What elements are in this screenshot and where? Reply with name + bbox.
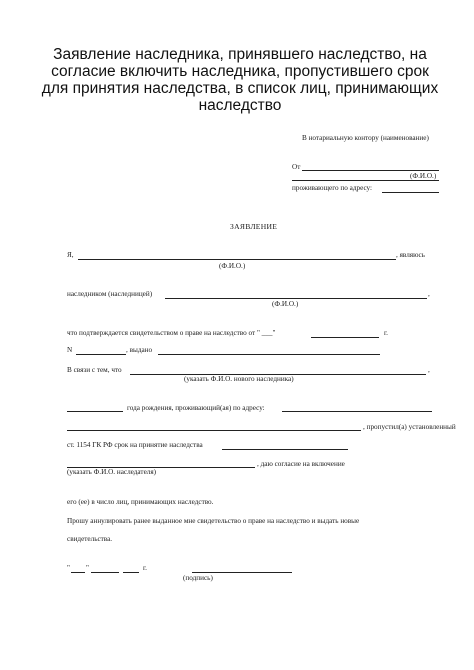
specify-fio-hint: (указать Ф.И.О. наследателя) bbox=[67, 468, 157, 476]
article-line[interactable] bbox=[222, 449, 348, 450]
fio-hint-header: (Ф.И.О.) bbox=[410, 172, 437, 180]
applicant-name-line[interactable] bbox=[78, 259, 396, 260]
consent-label: , даю согласие на включение bbox=[257, 460, 345, 468]
birth-year-line[interactable] bbox=[67, 411, 123, 412]
statement-heading: ЗАЯВЛЕНИЕ bbox=[230, 222, 278, 231]
yavlyus-label: , являюсь bbox=[396, 251, 425, 259]
n-label: N bbox=[67, 346, 73, 354]
request-line-2: свидетельства. bbox=[67, 535, 113, 543]
issued-label: , выдано bbox=[126, 346, 153, 354]
new-heir-hint: (указать Ф.И.О. нового наследника) bbox=[184, 375, 294, 383]
fio-hint-2: (Ф.И.О.) bbox=[272, 300, 299, 308]
document-title: Заявление наследника, принявшего наследство, на согласие включить наследника, пропустившего срок для принятия наследства, в список лиц, принимающих наследство bbox=[41, 46, 439, 114]
comma-1: , bbox=[428, 290, 430, 298]
testator-name-line[interactable] bbox=[165, 298, 427, 299]
certificate-number-line[interactable] bbox=[76, 354, 126, 355]
date-year-line[interactable] bbox=[123, 572, 139, 573]
issued-by-line[interactable] bbox=[158, 354, 380, 355]
date-quote-close: " bbox=[86, 564, 89, 572]
date-month-line[interactable] bbox=[91, 572, 119, 573]
fio-hint-1: (Ф.И.О.) bbox=[219, 262, 246, 270]
date-day-line[interactable] bbox=[71, 572, 85, 573]
from-label: От bbox=[292, 163, 301, 171]
request-line-1: Прошу аннулировать ранее выданное мне свидетельство о праве на наследство и выдать новые bbox=[67, 517, 360, 525]
residing-label: проживающего по адресу: bbox=[292, 184, 373, 192]
signature-line[interactable] bbox=[192, 572, 292, 573]
heir-label: наследником (наследницей) bbox=[67, 290, 153, 298]
residence-line-2[interactable] bbox=[67, 430, 361, 431]
ya-label: Я, bbox=[67, 251, 74, 259]
header-line-2[interactable] bbox=[292, 180, 439, 181]
in-connection-label: В связи с тем, что bbox=[67, 366, 122, 374]
certificate-year-g: г. bbox=[384, 329, 388, 337]
notary-office-label: В нотариальную контору (наименование) bbox=[302, 134, 429, 142]
birth-year-label: года рождения, проживающий(ая) по адресу: bbox=[127, 404, 265, 412]
article-label: ст. 1154 ГК РФ срок на принятие наследства bbox=[67, 441, 203, 449]
list-label: его (ее) в число лиц, принимающих наследство. bbox=[67, 498, 214, 506]
date-year-g: г. bbox=[143, 564, 147, 572]
certificate-label: что подтверждается свидетельством о праве на наследство от " ___" bbox=[67, 329, 276, 337]
missed-label: , пропустил(а) установленный bbox=[363, 423, 456, 431]
signature-hint: (подпись) bbox=[183, 574, 213, 582]
certificate-date-line[interactable] bbox=[311, 337, 379, 338]
from-name-line[interactable] bbox=[302, 170, 439, 171]
date-quote-open: " bbox=[67, 564, 70, 572]
residence-line[interactable] bbox=[282, 411, 432, 412]
address-line[interactable] bbox=[382, 192, 439, 193]
comma-2: , bbox=[428, 366, 430, 374]
